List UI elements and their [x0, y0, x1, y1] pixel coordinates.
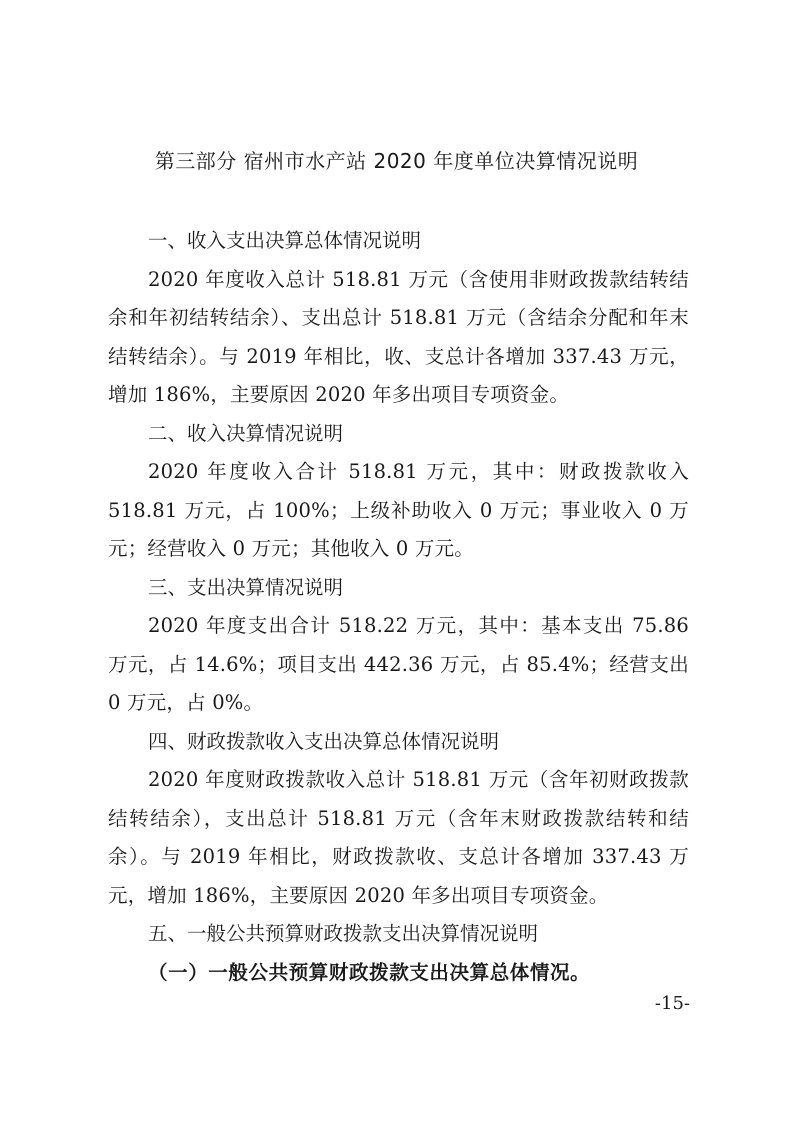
subsection-heading: （一）一般公共预算财政拨款支出决算总体情况。: [148, 960, 591, 984]
section-heading-2: 二、收入决算情况说明: [148, 421, 344, 445]
document-body: [108, 222, 689, 992]
section-paragraph-1: 2020 年度收入总计 518.81 万元（含使用非财政拨款结转结余和年初结转结余）、支出总计 518.81 万元（含结余分配和年末结转结余）。与 2019 年相比，收、支总计各增加 337.43 万元，增加 186%，主要原因 2020 年多出项目专项资金。: [108, 267, 689, 406]
section-paragraph-3: 2020 年度支出合计 518.22 万元，其中：基本支出 75.86 万元，占 14.6%；项目支出 442.36 万元，占 85.4%；经营支出 0 万元，占 0%。: [108, 614, 689, 714]
section-heading-3: 三、支出决算情况说明: [148, 575, 344, 599]
section-heading-1: 一、收入支出决算总体情况说明: [148, 229, 422, 252]
section-paragraph-2: 2020 年度收入合计 518.81 万元，其中：财政拨款收入 518.81 万元，占 100%；上级补助收入 0 万元；事业收入 0 万元；经营收入 0 万元；其他收入 0 万元。: [108, 460, 689, 560]
page-title: 第三部分 宿州市水产站 2020 年度单位决算情况说明: [154, 149, 639, 173]
page-number: -15-: [654, 993, 690, 1014]
section-heading-5: 五、一般公共预算财政拨款支出决算情况说明: [148, 922, 539, 945]
section-heading-4: 四、财政拨款收入支出决算总体情况说明: [148, 729, 500, 753]
section-paragraph-4: 2020 年度财政拨款收入总计 518.81 万元（含年初财政拨款结转结余），支出总计 518.81 万元（含年末财政拨款结转和结余）。与 2019 年相比，财政拨款收、支总计各增加 337.43 万元，增加 186%，主要原因 2020 年多出项目专项资金。: [108, 768, 689, 907]
